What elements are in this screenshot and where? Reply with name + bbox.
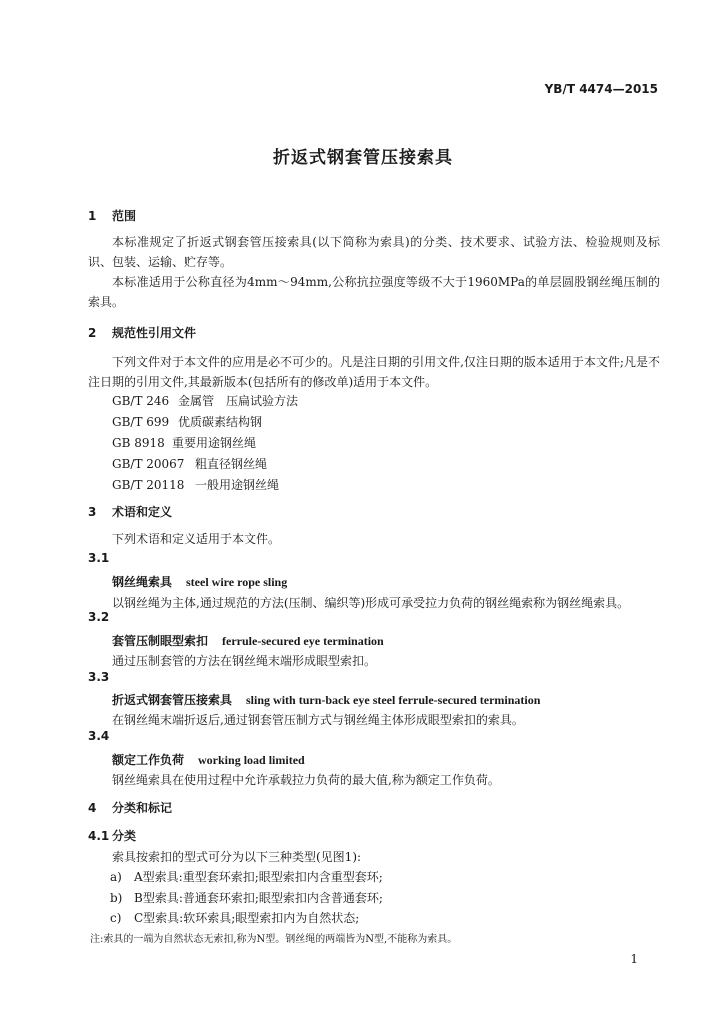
term-heading bbox=[112, 691, 540, 708]
list-item bbox=[110, 889, 383, 906]
term-definition: 通过压制套管的方法在钢丝绳末端形成眼型索扣。 bbox=[112, 654, 377, 668]
term-definition: 钢丝绳索具在使用过程中允许承载拉力负荷的最大值,称为额定工作负荷。 bbox=[112, 773, 500, 787]
section-2-paragraph: 下列文件对于本文件的应用是必不可少的。凡是注日期的引用文件,仅注日期的版本适用于本文件;凡是不注日期的引用文件,其最新版本(包括所有的修改单)适用于本文件。 bbox=[88, 355, 660, 389]
list-label: a) bbox=[110, 870, 122, 884]
term-chinese: 折返式钢套管压接索具 bbox=[112, 693, 233, 707]
list-label: b) bbox=[110, 891, 123, 905]
term-heading bbox=[112, 632, 384, 649]
section-1-paragraph-2: 本标准适用于公称直径为4mm～94mm,公称抗拉强度等级不大于1960MPa的单层圆股钢丝绳压制的索具。 bbox=[88, 275, 660, 309]
reference-item bbox=[112, 455, 267, 472]
standard-code: YB/T 4474—2015 bbox=[544, 82, 658, 96]
section-1-heading bbox=[88, 207, 136, 224]
term-definition: 在钢丝绳末端折返后,通过钢套管压制方式与钢丝绳主体形成眼型索扣的索具。 bbox=[112, 713, 524, 727]
term-chinese: 套管压制眼型索扣 bbox=[112, 634, 209, 648]
term-number: 3.4 bbox=[88, 729, 110, 743]
section-title: 规范性引用文件 bbox=[112, 326, 197, 340]
subsection-4-1-heading bbox=[88, 827, 136, 844]
term-chinese: 额定工作负荷 bbox=[112, 753, 185, 767]
term-chinese: 钢丝绳索具 bbox=[112, 575, 173, 589]
reference-code: GB/T 20118 bbox=[112, 478, 185, 492]
reference-item bbox=[112, 476, 279, 493]
section-title: 范围 bbox=[112, 209, 137, 223]
list-text: B型索具:普通套环索扣;眼型索扣内含普通套环; bbox=[134, 891, 383, 905]
reference-name: 优质碳素结构钢 bbox=[178, 415, 263, 429]
section-number: 2 bbox=[88, 326, 97, 340]
term-english: working load limited bbox=[198, 753, 305, 767]
section-1-paragraph-1: 本标准规定了折返式钢套管压接索具(以下简称为索具)的分类、技术要求、试验方法、检验规则及标识、包装、运输、贮存等。 bbox=[88, 235, 660, 269]
term-english: ferrule-secured eye termination bbox=[222, 634, 384, 648]
reference-name: 重要用途钢丝绳 bbox=[172, 436, 257, 450]
section-number: 1 bbox=[88, 209, 97, 223]
section-3-heading bbox=[88, 503, 172, 520]
section-2-heading bbox=[88, 324, 196, 341]
reference-name: 粗直径钢丝绳 bbox=[195, 457, 268, 471]
list-item bbox=[110, 868, 383, 885]
reference-item bbox=[112, 392, 298, 409]
term-heading bbox=[112, 573, 287, 590]
classification-intro: 索具按索扣的型式可分为以下三种类型(见图1): bbox=[112, 850, 362, 864]
section-4-heading bbox=[88, 799, 172, 816]
term-heading bbox=[112, 751, 305, 768]
subsection-title: 分类 bbox=[112, 829, 137, 843]
document-title: 折返式钢套管压接索具 bbox=[273, 148, 453, 168]
term-number: 3.2 bbox=[88, 610, 110, 624]
reference-name: 一般用途钢丝绳 bbox=[195, 478, 280, 492]
list-text: C型索具:软环索具;眼型索扣内为自然状态; bbox=[134, 911, 360, 925]
section-title: 术语和定义 bbox=[112, 505, 173, 519]
section-number: 3 bbox=[88, 505, 97, 519]
section-title: 分类和标记 bbox=[112, 801, 173, 815]
reference-code: GB/T 699 bbox=[112, 415, 170, 429]
reference-code: GB/T 246 bbox=[112, 394, 170, 408]
reference-item bbox=[112, 434, 256, 451]
section-number: 4 bbox=[88, 801, 97, 815]
reference-code: GB 8918 bbox=[112, 436, 165, 450]
term-english: sling with turn-back eye steel ferrule-secured termination bbox=[246, 693, 541, 707]
page-number: 1 bbox=[630, 952, 638, 966]
term-english: steel wire rope sling bbox=[186, 575, 288, 589]
term-definition: 以钢丝绳为主体,通过规范的方法(压制、编织等)形成可承受拉力负荷的钢丝绳索称为钢丝绳索具。 bbox=[112, 596, 630, 610]
reference-code: GB/T 20067 bbox=[112, 457, 185, 471]
list-label: c) bbox=[110, 911, 122, 925]
reference-item bbox=[112, 413, 262, 430]
list-item bbox=[110, 909, 359, 926]
list-text: A型索具:重型套环索扣;眼型索扣内含重型套环; bbox=[134, 870, 383, 884]
section-3-intro: 下列术语和定义适用于本文件。 bbox=[112, 532, 281, 546]
term-number: 3.1 bbox=[88, 551, 110, 565]
term-number: 3.3 bbox=[88, 670, 110, 684]
classification-note: 注:索具的一端为自然状态无索扣,称为N型。钢丝绳的两端皆为N型,不能称为索具。 bbox=[90, 934, 458, 945]
subsection-number: 4.1 bbox=[88, 829, 110, 843]
reference-name: 金属管 压扁试验方法 bbox=[178, 394, 299, 408]
